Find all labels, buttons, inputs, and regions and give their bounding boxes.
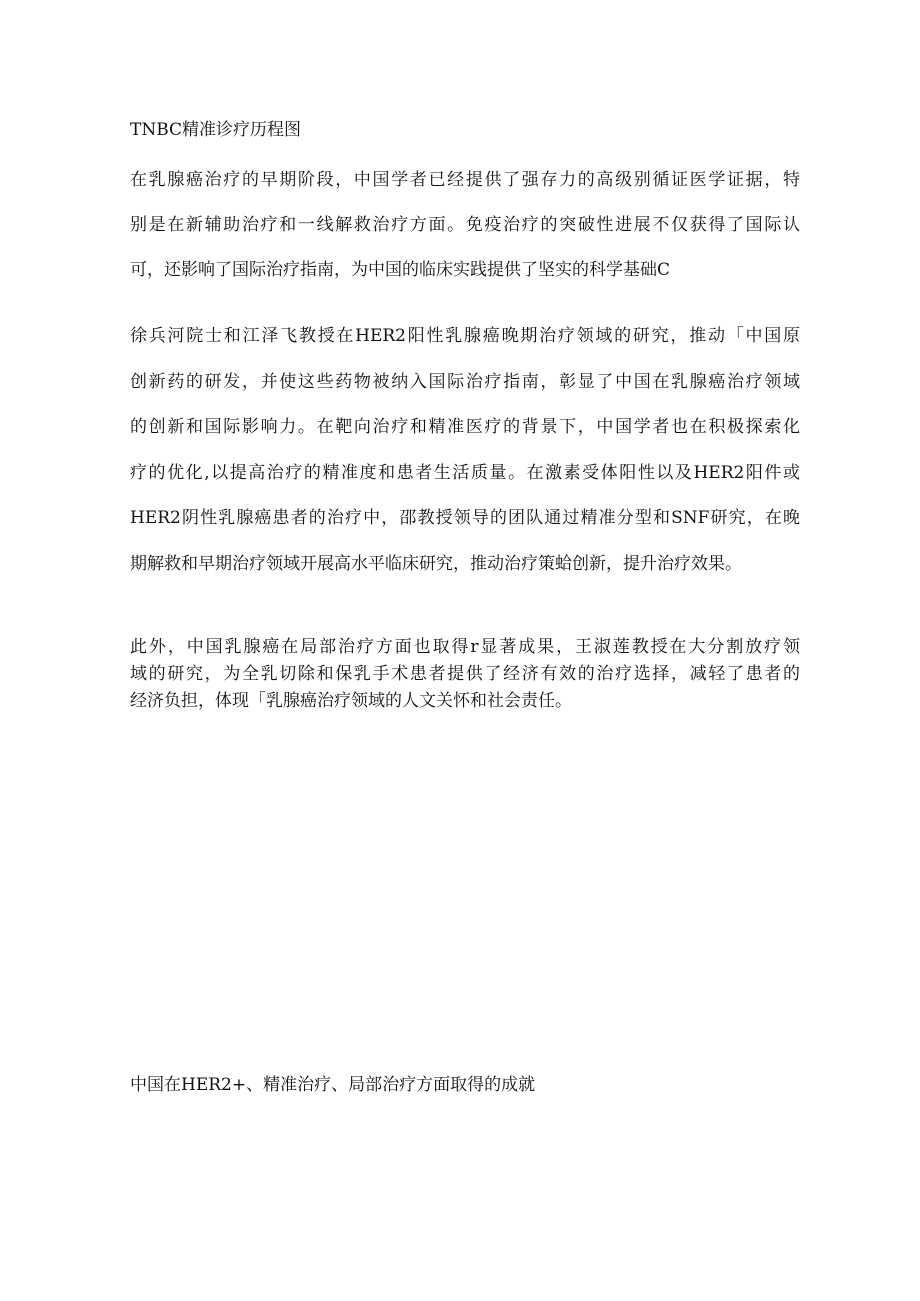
figure-caption-tnbc: TNBC精准诊疗历程图 [130,120,302,140]
paragraph-line: 别是在新辅助治疗和一线解救治疗方面。免疫治疗的突破性进展不仅获得了国际认 [130,215,800,235]
figure-caption-achievements: 中国在HER2+、精准治疗、局部治疗方面取得的成就 [130,1075,536,1095]
paragraph-line: 可，还影响了国际治疗指南，为中国的临床实践提供了坚实的科学基础C [130,260,671,280]
paragraph-line: 在乳腺癌治疗的早期阶段，中国学者已经提供了强存力的高级别循证医学证据，特 [130,170,800,190]
paragraph-local-treatment [130,634,800,715]
paragraph-line: 疗的优化,以提高治疗的精准度和患者生活质量。在激素受体阳性以及HER2阳件或 [130,462,800,483]
paragraph-line: 徐兵河院士和江泽飞教授在HER2阳性乳腺癌晚期治疗领域的研究，推动「中国原 [130,326,800,346]
paragraph-line: 经济负担，体现「乳腺癌治疗领域的人文关怀和社会责任。 [130,691,572,711]
paragraph-her2-research [130,322,800,595]
paragraph-line: 期解救和早期治疗领域开展高水平临床研究，推动治疗策蛤创新，提升治疗效果。 [130,553,742,574]
paragraph-line: 此外，中国乳腺癌在局部治疗方面也取得r显著成果，王淑莲教授在大分割放疗领 [130,637,800,657]
paragraph-line: 创新药的研发，并使这些药物被纳入国际治疗指南，彰显了中国在乳腺癌治疗领域 [130,371,800,392]
paragraph-early-stage [130,166,800,301]
paragraph-line: 域的研究，为全乳切除和保乳手术患者提供了经济有效的治疗选择，减轻了患者的 [130,664,800,684]
paragraph-line: 的创新和国际影响力。在靶向治疗和精准医疗的背景下，中国学者也在积极探索化 [130,417,800,437]
paragraph-line: HER2阴性乳腺癌患者的治疗中，邵教授领导的团队通过精准分型和SNF研究，在晚 [130,508,800,528]
